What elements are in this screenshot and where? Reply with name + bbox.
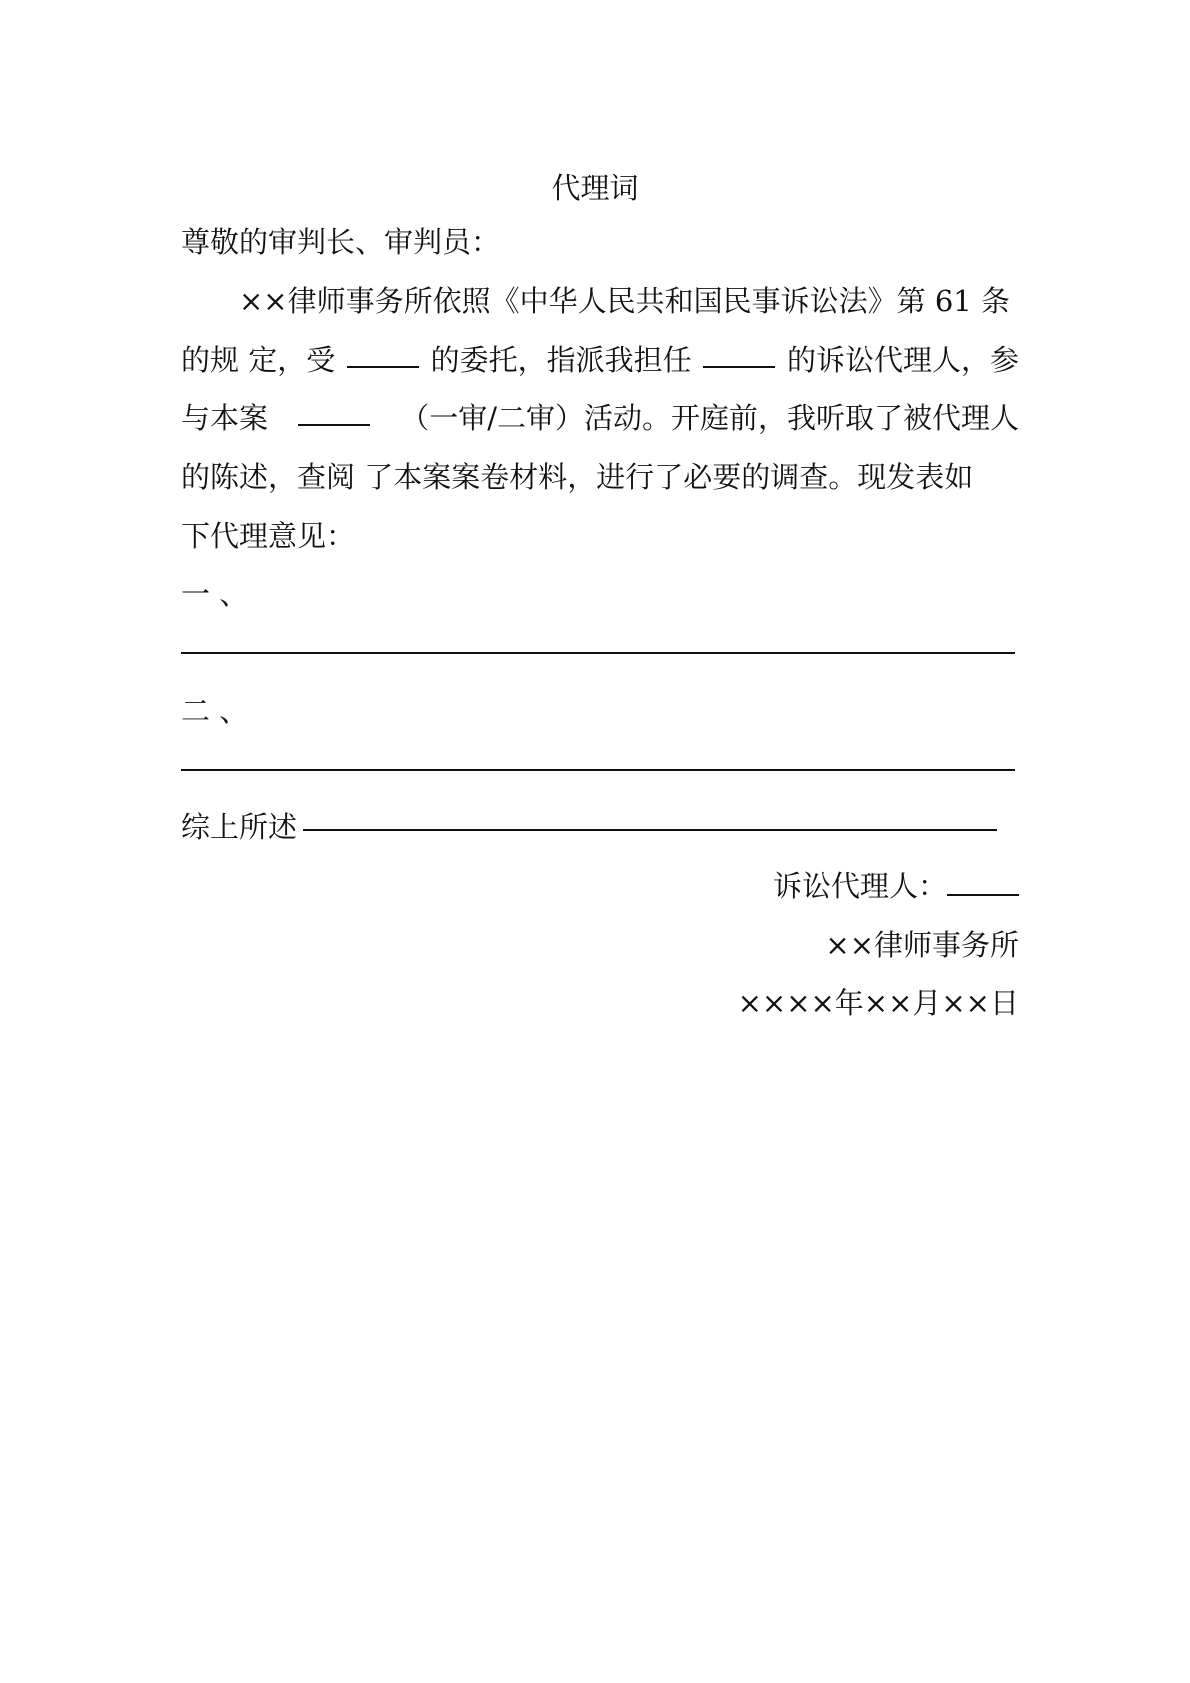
- client-name-blank[interactable]: [347, 340, 419, 368]
- body-line-3: [181, 398, 1019, 438]
- summary-fill-line[interactable]: [303, 829, 997, 831]
- agent-name-blank[interactable]: [947, 868, 1019, 896]
- body-line-2-part-a: 的规 定，受: [181, 343, 336, 377]
- agent-label: 诉讼代理人：: [772, 869, 947, 903]
- trial-stage-blank[interactable]: [298, 398, 370, 426]
- body-line-2-part-b: 的委托，指派我担任: [430, 343, 692, 377]
- opinion-1-fill-line[interactable]: [181, 652, 1015, 654]
- opinion-2-label: 二 、: [181, 694, 249, 728]
- opinion-1-label: 一 、: [181, 577, 249, 611]
- opinion-2-fill-line[interactable]: [181, 769, 1015, 771]
- body-line-3-part-b: （一审/二审）活动。开庭前，我听取了被代理人: [400, 401, 1019, 435]
- salutation: 尊敬的审判长、审判员：: [181, 225, 501, 259]
- body-line-5: 下代理意见：: [181, 519, 356, 553]
- party-name-blank[interactable]: [703, 340, 775, 368]
- body-line-2-part-c: 的诉讼代理人，参: [786, 343, 1019, 377]
- body-line-4: 的陈述，查阅 了本案案卷材料，进行了必要的调查。现发表如: [181, 460, 974, 494]
- summary-label: 综上所述: [181, 810, 298, 844]
- body-line-3-part-a: 与本案: [181, 401, 269, 435]
- body-line-2: [181, 340, 1019, 380]
- law-firm-name: ××律师事务所: [825, 928, 1019, 962]
- document-date: ××××年××月××日: [737, 986, 1019, 1020]
- document-title: 代理词: [551, 171, 639, 205]
- agent-signature-line: [773, 866, 1019, 906]
- body-line-1: ××律师事务所依照《中华人民共和国民事诉讼法》第 61 条: [239, 284, 1010, 318]
